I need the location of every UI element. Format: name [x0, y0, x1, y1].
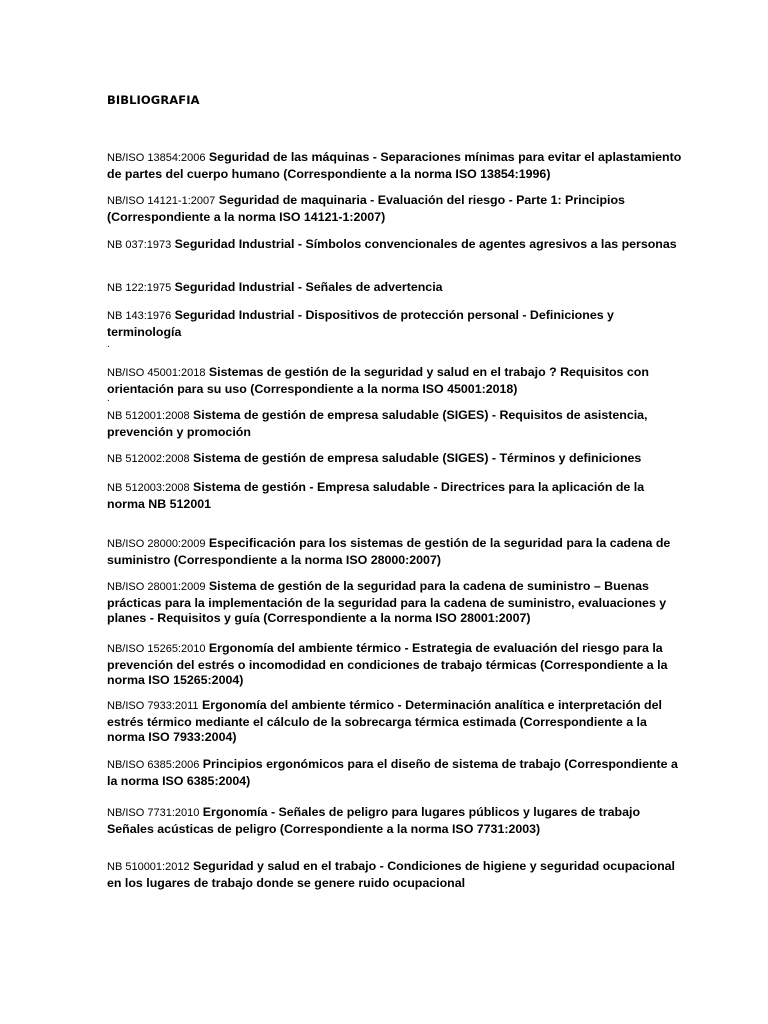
bibliography-entry [107, 641, 685, 689]
standard-code: NB 512003:2008 [107, 482, 190, 494]
bibliography-entry [107, 365, 685, 397]
standard-title: Seguridad de las máquinas - Separaciones mínimas para evitar el aplastamiento de partes del cuerpo humano (Correspondiente a la norma ISO 13854:1996) [107, 150, 682, 181]
bibliography-entry [107, 451, 685, 468]
standard-title: Seguridad y salud en el trabajo - Condiciones de higiene y seguridad ocupacional en los lugares de trabajo donde se genere ruido ocupacional [107, 859, 675, 890]
bibliography-entry [107, 193, 685, 225]
standard-code: NB/ISO 7933:2011 [107, 700, 199, 712]
bibliography-entry [107, 280, 685, 297]
bibliography-entry [107, 698, 685, 746]
standard-code: NB/ISO 7731:2010 [107, 807, 200, 819]
standard-code: NB 510001:2012 [107, 861, 190, 873]
standard-code: NB 512002:2008 [107, 453, 190, 465]
standard-title: Ergonomía del ambiente térmico - Determinación analítica e interpretación del estrés térmico mediante el cálculo de la sobrecarga térmica estimada (Correspondiente a la norma ISO 7933:2004) [107, 698, 662, 744]
separator-dot: . [107, 393, 110, 404]
bibliography-entry [107, 859, 685, 891]
standard-code: NB 037:1973 [107, 239, 172, 251]
standard-code: NB/ISO 13854:2006 [107, 152, 206, 164]
standard-code: NB/ISO 14121-1:2007 [107, 195, 216, 207]
standard-title: Seguridad Industrial - Dispositivos de protección personal - Definiciones y terminología [107, 308, 614, 339]
standard-code: NB 512001:2008 [107, 410, 190, 422]
standard-title: Especificación para los sistemas de gestión de la seguridad para la cadena de suministro (Correspondiente a la norma ISO 28000:2007) [107, 536, 671, 567]
separator-dot: . [107, 339, 110, 350]
bibliography-entry [107, 150, 685, 182]
bibliography-entry [107, 757, 685, 789]
bibliography-entry [107, 237, 685, 254]
standard-title: Ergonomía del ambiente térmico - Estrategia de evaluación del riesgo para la prevención del estrés o incomodidad en condiciones de trabajo térmicas (Correspondiente a la norma ISO 15265:2004) [107, 641, 668, 687]
standard-title: Seguridad de maquinaria - Evaluación del riesgo - Parte 1: Principios (Correspondiente a la norma ISO 14121-1:2007) [107, 193, 625, 224]
standard-title: Seguridad Industrial - Señales de advertencia [174, 280, 443, 294]
standard-title: Ergonomía - Señales de peligro para lugares públicos y lugares de trabajo Señales acústicas de peligro (Correspondiente a la norma ISO 7731:2003) [107, 805, 641, 836]
standard-code: NB/ISO 6385:2006 [107, 759, 200, 771]
standard-title: Sistema de gestión de empresa saludable (SIGES) - Términos y definiciones [193, 451, 642, 465]
standard-code: NB/ISO 28000:2009 [107, 538, 206, 550]
standard-title: Seguridad Industrial - Símbolos convencionales de agentes agresivos a las personas [174, 237, 677, 251]
bibliography-entry [107, 408, 685, 440]
standard-code: NB/ISO 45001:2018 [107, 367, 206, 379]
standard-code: NB/ISO 28001:2009 [107, 581, 206, 593]
bibliography-entry [107, 579, 685, 627]
bibliography-entry [107, 480, 685, 512]
standard-code: NB/ISO 15265:2010 [107, 643, 206, 655]
standard-title: Principios ergonómicos para el diseño de sistema de trabajo (Correspondiente a la norma ISO 6385:2004) [107, 757, 678, 788]
standard-title: Sistema de gestión de la seguridad para la cadena de suministro – Buenas prácticas para la implementación de la seguridad para la cadena de suministro, evaluaciones y planes - Requisitos y guía (Correspondiente a la norma ISO 28001:2007) [107, 579, 667, 625]
bibliography-entry [107, 308, 685, 340]
bibliography-entry [107, 805, 685, 837]
standard-code: NB 122:1975 [107, 282, 172, 294]
standard-title: Sistema de gestión de empresa saludable (SIGES) - Requisitos de asistencia, prevención y promoción [107, 408, 648, 439]
standard-code: NB 143:1976 [107, 310, 172, 322]
bibliography-entry [107, 536, 685, 568]
standard-title: Sistema de gestión - Empresa saludable - Directrices para la aplicación de la norma NB 512001 [107, 480, 645, 511]
bibliography-heading: BIBLIOGRAFIA [107, 93, 200, 107]
standard-title: Sistemas de gestión de la seguridad y salud en el trabajo ? Requisitos con orientación para su uso (Correspondiente a la norma ISO 45001:2018) [107, 365, 649, 396]
